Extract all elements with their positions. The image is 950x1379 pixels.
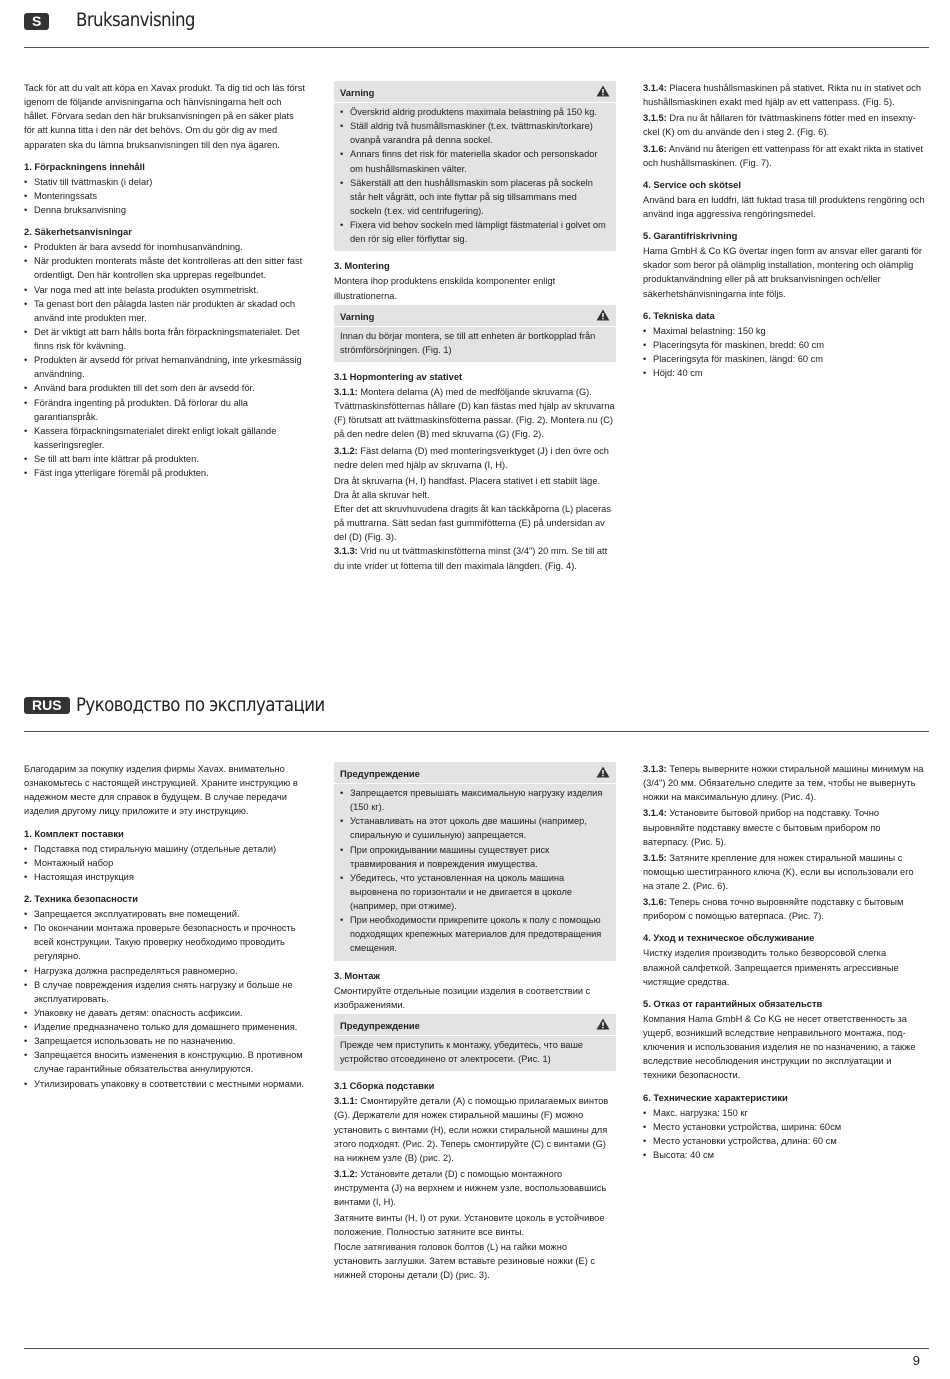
ru-s314 — [643, 806, 925, 848]
sv-s313 — [334, 544, 616, 572]
list-item: • Запрещается превышать максимальную нагрузку изделия (150 кг). — [340, 786, 610, 814]
section-header-sv — [24, 8, 929, 48]
step-number: 3.1.2: — [334, 1168, 358, 1179]
ru-warning-list — [340, 786, 610, 956]
page-number: 9 — [912, 1353, 920, 1368]
ru-s4-title: 4. Уход и техническое обслуживание — [643, 932, 815, 944]
ru-warning-box-2 — [334, 1014, 616, 1071]
footer-divider — [24, 1348, 929, 1349]
ru-s316 — [643, 895, 925, 923]
list-item: • Место установки устройства, длина: 60 см — [643, 1134, 925, 1148]
sv-s314 — [643, 81, 925, 109]
list-item: • Подставка под стиральную машину (отдельные детали) — [24, 842, 306, 856]
list-item: • Запрещается использовать не по назначению. — [24, 1034, 306, 1048]
ru-s313 — [643, 762, 925, 804]
warning-text: Прежде чем приступить к монтажу, убедитесь, что ваше устройство отсоединено от электросети. (Рис. 1) — [340, 1039, 584, 1065]
list-item: • При опрокидывании машины существует риск травмирования и повреждения имущества. — [340, 843, 610, 871]
list-item: • Изделие предназначено только для домашнего применения. — [24, 1020, 306, 1034]
step-number: 3.1.4: — [643, 83, 667, 93]
ru-s311 — [334, 1094, 616, 1165]
warning-triangle-icon — [596, 85, 610, 97]
step-text: Montera delarna (A) med de medföljande skruvarna (G). Tvättmaskinsfötternas hållare (D) kan fästas med hjälp av skruvarna (F) förutsatt att tvättmaskinsfötterna passar. (Fig. 2). Montera nu (C) på den nedre delen (B) med skruvarna (G) (Fig. 2). — [334, 387, 615, 440]
list-item: • По окончании монтажа проверьте безопасность и прочность всей конструкции. Такую проверку необходимо проводить регулярно. — [24, 921, 306, 963]
list-item: • Det är viktigt att barn hålls borta från förpackningsmaterialet. Det finns risk för kvävning. — [24, 325, 306, 353]
list-item: • Se till att barn inte klättrar på produkten. — [24, 452, 306, 466]
list-item: • Placeringsyta för maskinen, bredd: 60 cm — [643, 338, 925, 352]
ru-s2-list — [24, 907, 306, 1091]
ru-s312 — [334, 1167, 616, 1209]
sv-s312-p3: Efter det att skruvhuvudena dragits åt kan täckkåporna (L) placeras på muttrarna. Sätt sedan fast gummifötterna (E) på undersidan av del (D) (Fig. 3). — [334, 504, 611, 543]
sv-s316 — [643, 142, 925, 170]
list-item: • Упаковку не давать детям: опасность асфиксии. — [24, 1006, 306, 1020]
sv-s311 — [334, 385, 616, 442]
list-item: • Утилизировать упаковку в соответствии с местными нормами. — [24, 1077, 306, 1091]
sv-warning-box-2 — [334, 305, 616, 362]
sv-intro: Tack för att du valt att köpa en Xavax produkt. Ta dig tid och läs först igenom de följande anvisningarna och hänvisningarna helt och hållet. Förvara sedan den här bruksanvisningen på en säker plats för att kunna titta i den när det behövs. Om du gör dig av med apparaten ska du lämna bruksanvisningen till den nya ägaren. — [24, 83, 305, 150]
ru-s1-list — [24, 842, 306, 884]
sv-s1-title: 1. Förpackningens innehåll — [24, 160, 145, 172]
step-number: 3.1.2: — [334, 445, 358, 456]
ru-s5-text: Компания Hama GmbH & Co KG не несет ответственность за ущерб, возникший вследствие неправильного монтажа, подключения и использования изделия не по назначению, а также вследствие несоблюдения инструкции по эксплуатации и техники безопасности. — [643, 1013, 916, 1081]
sv-s6-list — [643, 324, 925, 381]
sv-column-1 — [24, 81, 306, 480]
ru-column-1 — [24, 762, 306, 1091]
sv-s3-text: Montera ihop produktens enskilda komponenter enligt illustrationerna. — [334, 276, 556, 301]
sv-warning-box-1 — [334, 81, 616, 251]
sv-s5-title: 5. Garantifriskrivning — [643, 230, 738, 242]
sv-s312 — [334, 444, 616, 472]
list-item: • Убедитесь, что установленная на цоколь машина выровнена по горизонтали и не двигается в цоколе (например, при отжиме). — [340, 871, 610, 913]
list-item: • Höjd: 40 cm — [643, 366, 925, 380]
list-item: • Stativ till tvättmaskin (i delar) — [24, 175, 306, 189]
ru-s3-title: 3. Монтаж — [334, 969, 381, 981]
ru-s1-title: 1. Комплект поставки — [24, 827, 124, 839]
step-number: 3.1.5: — [643, 852, 667, 863]
sv-s31-title: 3.1 Hopmontering av stativet — [334, 370, 463, 382]
list-item: • Fixera vid behov sockeln med lämpligt fästmaterial i golvet om den rör sig eller förflyttar sig. — [340, 218, 610, 246]
ru-s3-text: Смонтируйте отдельные позиции изделия в соответствии с изображениями. — [334, 985, 591, 1010]
ru-s5-title: 5. Отказ от гарантийных обязательств — [643, 997, 823, 1009]
sv-s5-text: Hama GmbH & Co KG övertar ingen form av ansvar eller garanti för skador som beror på olämplig installation, montering och olämplig produktanvändning eller på att bruksanvisningen och/eller säkerhetshänvisningarna inte följs. — [643, 246, 923, 299]
section-header-ru — [24, 692, 929, 732]
warning-title: Varning — [334, 85, 616, 103]
warning-title: Varning — [334, 309, 616, 327]
ru-s4-text: Чистку изделия производить только безворсовой слегка влажной салфеткой. Запрещается применять агрессивные чистящие средства. — [643, 948, 899, 987]
section-title-sv: Bruksanvisning — [76, 10, 195, 31]
sv-s315 — [643, 111, 925, 139]
sv-s6-title: 6. Tekniska data — [643, 309, 715, 321]
sv-warning-list — [340, 105, 610, 246]
list-item: • Överskrid aldrig produktens maximala belastning på 150 kg. — [340, 105, 610, 119]
language-badge-sv: S — [24, 13, 49, 30]
step-number: 3.1.3: — [643, 764, 667, 774]
list-item: • Annars finns det risk för materiella skador och personskador om hushållsmaskinen välter. — [340, 147, 610, 175]
step-number: 3.1.3: — [334, 546, 358, 557]
list-item: • Var noga med att inte belasta produkten osymmetriskt. — [24, 283, 306, 297]
language-badge-ru: RUS — [24, 697, 70, 714]
section-title-ru: Руководство по эксплуатации — [76, 695, 325, 716]
list-item: • Макс. нагрузка: 150 кг — [643, 1106, 925, 1120]
ru-s2-title: 2. Техника безопасности — [24, 892, 139, 904]
list-item: • Kassera förpackningsmaterialet direkt enligt lokalt gällande kasseringsregler. — [24, 424, 306, 452]
step-number: 3.1.5: — [643, 113, 667, 124]
ru-intro: Благодарим за покупку изделия фирмы Xavax. внимательно ознакомьтесь с настоящей инструкцией. Храните инструкцию в надежном месте для справок в будущем. В случае передачи изделия другому лицу приложите и эту инструкцию. — [24, 764, 298, 817]
warning-triangle-icon — [596, 766, 610, 778]
sv-column-2 — [334, 81, 616, 573]
sv-s1-list — [24, 175, 306, 217]
ru-s6-list — [643, 1106, 925, 1163]
step-text: Затяните крепление для ножек стиральной машины с помощью шестигранного ключа (K), если вы использовали его на этапе 2. (Рис. 6). — [643, 852, 914, 891]
sv-s2-list — [24, 240, 306, 480]
step-text: Теперь выверните ножки стиральной машины минимум на (3/4") 20 мм. Обязательно следите за тем, чтобы не вывернуть ножки на максимальную длину. (Рис. 4). — [643, 764, 924, 803]
step-text: Använd nu återigen ett vattenpass för att exakt rikta in stativet och hushållsmaskinen. (Fig. 7). — [643, 143, 924, 168]
list-item: • Монтажный набор — [24, 856, 306, 870]
list-item: • Maximal belastning: 150 kg — [643, 324, 925, 338]
list-item: • Denna bruksanvisning — [24, 203, 306, 217]
list-item: • Ta genast bort den pålagda lasten när produkten är skadad och använd inte produkten mer. — [24, 297, 306, 325]
step-text: Установите детали (D) с помощью монтажного инструмента (J) на верхнем и нижнем узле, воспользовавшись винтами (I, H). — [334, 1168, 607, 1208]
list-item: • Produkten är avsedd för privat hemanvändning, inte yrkesmässig användning. — [24, 353, 306, 381]
step-text: Placera hushållsmaskinen på stativet. Rikta nu in stativet och hushållsmaskinen exakt med hjälp av ett vattenpass. (Fig. 5). — [643, 83, 922, 108]
step-number: 3.1.1: — [334, 387, 358, 398]
list-item: • Устанавливать на этот цоколь две машины (например, спиральную и сушильную) запрещается. — [340, 814, 610, 842]
list-item: • Förändra ingenting på produkten. Då förlorar du alla garantianspråk. — [24, 396, 306, 424]
step-text: Fäst delarna (D) med monteringsverktyget (J) i den övre och nedre delen med hjälp av skruvarna (I, H). — [334, 445, 609, 470]
sv-s2-title: 2. Säkerhetsanvisningar — [24, 226, 132, 238]
step-text: Vrid nu ut tvättmaskinsfötterna minst (3/4") 20 mm. Se till att du inte vrider ut fötterna till den maximala längden. (Fig. 4). — [334, 546, 608, 571]
list-item: • Monteringssats — [24, 189, 306, 203]
warning-title: Предупреждение — [334, 1018, 616, 1036]
step-text: Теперь снова точно выровняйте подставку с бытовым прибором с помощью ватерпаса. (Рис. 7). — [643, 897, 904, 922]
list-item: • Высота: 40 см — [643, 1148, 925, 1162]
list-item: • När produkten monterats måste det kontrolleras att den sitter fast ordentligt. Den här kontrollen ska upprepas regelbundet. — [24, 254, 306, 282]
sv-s4-text: Använd bara en luddfri, lätt fuktad trasa till produktens rengöring och använd inga aggressiva rengöringsmedel. — [643, 194, 925, 219]
list-item: • При необходимости прикрепите цоколь к полу с помощью подходящих крепежных материалов для предотвращения смещения. — [340, 913, 610, 955]
list-item: • В случае повреждения изделия снять нагрузку и больше не эксплуатировать. — [24, 978, 306, 1006]
ru-column-2 — [334, 762, 616, 1282]
list-item: • Место установки устройства, ширина: 60см — [643, 1120, 925, 1134]
step-text: Установите бытовой прибор на подставку. Точно выровняйте подставку вместе с бытовым прибором по ватерпасу. (Рис. 5). — [643, 808, 881, 847]
sv-s4-title: 4. Service och skötsel — [643, 178, 741, 190]
list-item: • Säkerställ att den hushållsmaskin som placeras på sockeln står helt vågrätt, och inte flyttar på sig tillsammans med sockeln (t.ex. vid centrifugering). — [340, 176, 610, 218]
list-item: • Ställ aldrig två husmållsmaskiner (t.ex. tvättmaskin/torkare) ovanpå varandra på denna sockel. — [340, 119, 610, 147]
ru-s315 — [643, 851, 925, 893]
step-number: 3.1.6: — [643, 897, 667, 908]
step-text: Dra nu åt hållaren för tvättmaskinens fötter med en insexnyckel (K) om du använde den i steg 2. (Fig. 6). — [643, 113, 916, 138]
ru-column-3 — [643, 762, 925, 1162]
step-number: 3.1.6: — [643, 143, 667, 154]
list-item: • Produkten är bara avsedd för inomhusanvändning. — [24, 240, 306, 254]
ru-s6-title: 6. Технические характеристики — [643, 1091, 788, 1103]
ru-s312-p3: После затягивания головок болтов (L) на гайки можно установить заглушки. Затем вставьте резиновые ножки (E) с нижней стороны детали (D) (рис. 3). — [334, 1241, 596, 1280]
sv-s312-p2: Dra åt skruvarna (H, I) handfast. Placera stativet i ett stabilt läge. Dra åt alla skruvar helt. — [334, 475, 601, 500]
step-number: 3.1.4: — [643, 808, 667, 819]
list-item: • Запрещается эксплуатировать вне помещений. — [24, 907, 306, 921]
step-number: 3.1.1: — [334, 1096, 358, 1107]
warning-triangle-icon — [596, 309, 610, 321]
ru-s31-title: 3.1 Сборка подставки — [334, 1080, 435, 1092]
sv-column-3 — [643, 81, 925, 380]
sv-s3-title: 3. Montering — [334, 260, 390, 272]
warning-text: Innan du börjar montera, se till att enheten är bortkopplad från strömförsörjningen. (Fig. 1) — [340, 330, 596, 355]
list-item: • Запрещается вносить изменения в конструкцию. В противном случае гарантийные обязательства аннулируются. — [24, 1048, 306, 1076]
ru-s312-p2: Затяните винты (H, I) от руки. Установите цоколь в устойчивое положение. Полностью затяните все винты. — [334, 1213, 605, 1238]
warning-title: Предупреждение — [334, 766, 616, 784]
warning-triangle-icon — [596, 1018, 610, 1030]
step-text: Смонтируйте детали (A) с помощью прилагаемых винтов (G). Держатели для ножек стиральной машины (F) можно установить с винтами (H), если ножки стиральной машины для этого подходят. (Рис. 2). Теперь смонтируйте (C) с винтами (G) на нижнем узле (B) (рис. 2). — [334, 1096, 609, 1163]
list-item: • Настоящая инструкция — [24, 870, 306, 884]
list-item: • Använd bara produkten till det som den är avsedd för. — [24, 381, 306, 395]
list-item: • Placeringsyta för maskinen, längd: 60 cm — [643, 352, 925, 366]
ru-warning-box-1 — [334, 762, 616, 961]
list-item: • Fäst inga ytterligare föremål på produkten. — [24, 466, 306, 480]
list-item: • Нагрузка должна распределяться равномерно. — [24, 964, 306, 978]
